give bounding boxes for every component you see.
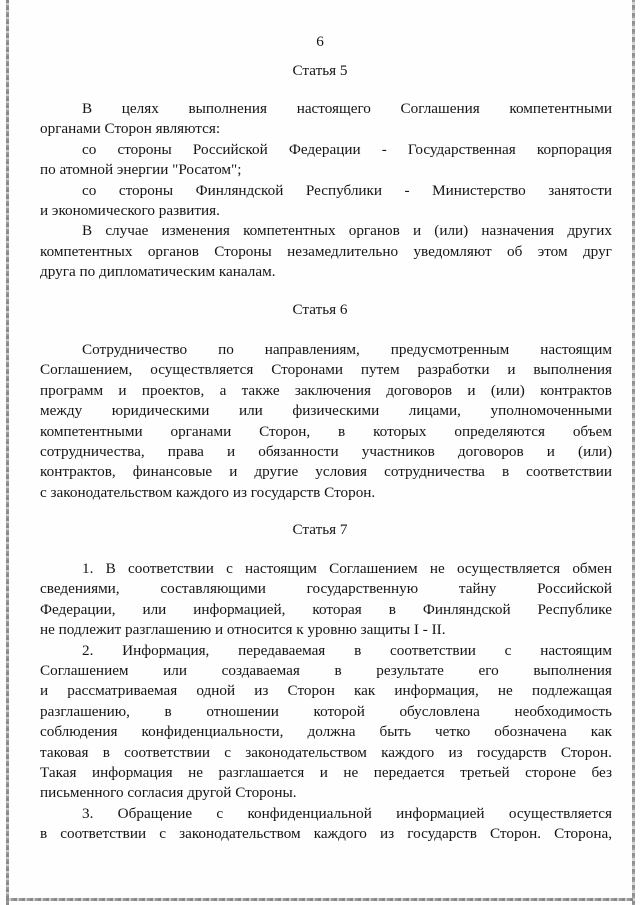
text-line: Соглашением, осуществляется Сторонами путем разработки и выполнения (40, 361, 612, 379)
text-line: письменного согласия другой Стороны. (40, 784, 297, 802)
section-heading-article-5: Статья 5 (292, 62, 348, 79)
text-line: сотрудничества, права и обязанности участников договоров и (или) (40, 442, 612, 460)
text-line: между юридическими или физическими лицами, уполномоченными (40, 402, 612, 420)
text-line: компетентных органов Стороны незамедлительно уведомляют об этом друг (40, 242, 612, 260)
text-line: 3. Обращение с конфиденциальной информацией осуществляется (82, 804, 612, 822)
text-line: в соответствии с законодательством каждого из государств Сторон. Сторона, (40, 825, 612, 843)
text-line: по атомной энергии "Росатом"; (40, 161, 242, 179)
text-line: органами Сторон являются: (40, 120, 221, 138)
text-line: друга по дипломатическим каналам. (40, 263, 276, 281)
page-number: 6 (316, 33, 324, 50)
text-line: со стороны Российской Федерации - Государственная корпорация (82, 140, 612, 158)
text-line: В целях выполнения настоящего Соглашения компетентными (82, 100, 612, 117)
scan-edge-bottom (6, 898, 635, 901)
section-heading-article-6: Статья 6 (292, 301, 348, 318)
text-line: и рассматриваемая одной из Сторон как информация, не подлежащая (40, 682, 612, 700)
text-line: сведениями, составляющими государственную тайну Российской (40, 580, 612, 598)
text-line: и экономического развития. (40, 201, 220, 219)
text-line: программ и проектов, а также заключения договоров и (или) контрактов (40, 381, 612, 399)
text-line: не подлежит разглашению и относится к уровню защиты I - II. (40, 621, 446, 639)
text-line: Такая информация не разглашается и не передается третьей стороне без (40, 763, 612, 781)
text-line: 1. В соответствии с настоящим Соглашением не осуществляется обмен (82, 560, 612, 577)
text-line: В случае изменения компетентных органов и (или) назначения других (82, 222, 612, 240)
text-line: Федерации, или информацией, которая в Финляндской Республике (40, 600, 612, 618)
text-line: компетентными органами Сторон, в которых определяются объем (40, 422, 612, 440)
section-heading-article-7: Статья 7 (292, 521, 348, 538)
article-7-body (40, 559, 612, 844)
text-line: Соглашением или создаваемая в результате его выполнения (40, 661, 612, 679)
text-line: 2. Информация, передаваемая в соответствии с настоящим (82, 641, 612, 659)
article-5-body (40, 99, 612, 283)
text-line: с законодательством каждого из государств Сторон. (40, 483, 376, 501)
scan-edge-left (6, 0, 9, 905)
text-line: соблюдения конфиденциальности, должна быть четко обозначена как (40, 723, 612, 741)
text-line: Сотрудничество по направлениям, предусмотренным настоящим (82, 341, 612, 358)
text-line: контрактов, финансовые и другие условия сотрудничества в соответствии (40, 463, 612, 481)
text-line: со стороны Финляндской Республики - Министерство занятости (82, 181, 612, 199)
text-line: разглашению, в отношении которой обусловлена необходимость (40, 702, 612, 720)
article-6-body (40, 340, 612, 503)
text-line: таковая в соответствии с законодательством каждого из государств Сторон. (40, 743, 612, 761)
scan-edge-right (632, 0, 635, 905)
